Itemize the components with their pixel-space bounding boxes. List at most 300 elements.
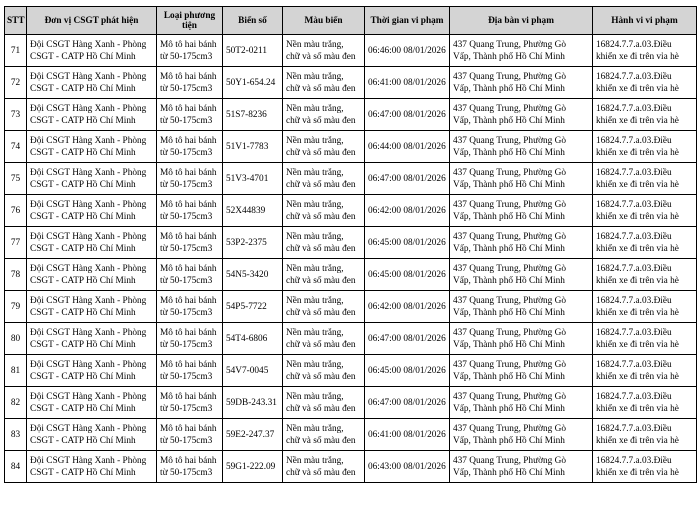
cell-plate-color-text: chữ và số màu đen: [286, 403, 356, 414]
cell-vehicle-type-text: Mô tô hai bánh: [160, 263, 217, 274]
cell-vehicle-type-text: Mô tô hai bánh: [160, 455, 217, 466]
cell-location-text: 437 Quang Trung, Phường Gò: [453, 135, 567, 146]
cell-stt-text: 74: [10, 141, 21, 152]
cell-location-text: 437 Quang Trung, Phường Gò: [453, 39, 567, 50]
cell-vehicle-type-text: từ 50-175cm3: [160, 211, 213, 222]
cell-plate-color-text: chữ và số màu đen: [286, 179, 356, 190]
cell-violation-text: khiển xe đi trên vỉa hè: [596, 275, 679, 286]
header-violation: Hành vi vi phạm: [593, 7, 697, 35]
cell-vehicle-type-text: từ 50-175cm3: [160, 467, 213, 478]
cell-plate: [223, 419, 283, 451]
cell-time: [365, 35, 450, 67]
cell-plate-text: 59G1-222.09: [226, 461, 276, 472]
cell-plate-color-text: Nền màu trắng,: [286, 167, 344, 178]
cell-location-text: Vấp, Thành phố Hồ Chí Minh: [453, 339, 565, 350]
cell-location: [450, 451, 593, 483]
cell-location-text: 437 Quang Trung, Phường Gò: [453, 199, 567, 210]
cell-unit: [27, 131, 157, 163]
cell-stt-text: 78: [10, 269, 21, 280]
cell-violation-text: khiển xe đi trên vỉa hè: [596, 403, 679, 414]
cell-location-text: Vấp, Thành phố Hồ Chí Minh: [453, 115, 565, 126]
cell-violation: [593, 291, 697, 323]
cell-unit-text: CSGT - CATP Hồ Chí Minh: [30, 403, 136, 414]
table-row: [5, 291, 697, 323]
cell-unit: [27, 99, 157, 131]
cell-location-text: 437 Quang Trung, Phường Gò: [453, 359, 567, 370]
cell-vehicle-type-text: từ 50-175cm3: [160, 147, 213, 158]
cell-unit: [27, 451, 157, 483]
cell-time: [365, 355, 450, 387]
cell-plate-text: 54N5-3420: [226, 269, 269, 280]
cell-plate-color-text: chữ và số màu đen: [286, 211, 356, 222]
cell-plate-text: 50T2-0211: [226, 45, 267, 56]
cell-unit: [27, 35, 157, 67]
cell-unit-text: Đội CSGT Hàng Xanh - Phòng: [30, 199, 147, 210]
cell-vehicle-type-text: Mô tô hai bánh: [160, 391, 217, 402]
cell-plate-color: [283, 99, 365, 131]
cell-plate-color-text: Nền màu trắng,: [286, 391, 344, 402]
cell-location-text: Vấp, Thành phố Hồ Chí Minh: [453, 179, 565, 190]
cell-stt-text: 72: [10, 77, 21, 88]
cell-violation-text: 16824.7.7.a.03.Điều: [596, 135, 672, 146]
table-row: [5, 67, 697, 99]
cell-plate-text: 53P2-2375: [226, 237, 267, 248]
cell-time: [365, 323, 450, 355]
cell-location: [450, 355, 593, 387]
cell-unit-text: CSGT - CATP Hồ Chí Minh: [30, 83, 136, 94]
cell-vehicle-type: [157, 67, 223, 99]
cell-location-text: 437 Quang Trung, Phường Gò: [453, 455, 567, 466]
cell-plate-color-text: Nền màu trắng,: [286, 199, 344, 210]
cell-stt: [5, 67, 27, 99]
cell-violation-text: 16824.7.7.a.03.Điều: [596, 359, 672, 370]
cell-unit: [27, 195, 157, 227]
cell-vehicle-type-text: Mô tô hai bánh: [160, 103, 217, 114]
header-vehicle: Loại phương tiện: [157, 7, 223, 35]
cell-violation-text: 16824.7.7.a.03.Điều: [596, 391, 672, 402]
cell-violation: [593, 99, 697, 131]
cell-location-text: Vấp, Thành phố Hồ Chí Minh: [453, 147, 565, 158]
cell-violation: [593, 195, 697, 227]
cell-plate-color-text: chữ và số màu đen: [286, 307, 356, 318]
cell-time: [365, 387, 450, 419]
cell-violation: [593, 35, 697, 67]
table-row: [5, 227, 697, 259]
cell-plate: [223, 259, 283, 291]
header-plate-color: Màu biển: [283, 7, 365, 35]
cell-vehicle-type: [157, 163, 223, 195]
header-plate: Biển số: [223, 7, 283, 35]
table-row: [5, 323, 697, 355]
cell-time: [365, 99, 450, 131]
cell-location-text: 437 Quang Trung, Phường Gò: [453, 167, 567, 178]
cell-location-text: 437 Quang Trung, Phường Gò: [453, 103, 567, 114]
cell-plate-color: [283, 451, 365, 483]
cell-stt: [5, 451, 27, 483]
cell-vehicle-type: [157, 35, 223, 67]
cell-time-text: 06:45:00 08/01/2026: [368, 269, 446, 280]
cell-plate: [223, 387, 283, 419]
cell-location: [450, 67, 593, 99]
cell-stt: [5, 195, 27, 227]
violations-table: [4, 6, 697, 483]
cell-location: [450, 259, 593, 291]
cell-time-text: 06:42:00 08/01/2026: [368, 205, 446, 216]
cell-violation-text: khiển xe đi trên vỉa hè: [596, 83, 679, 94]
cell-unit: [27, 419, 157, 451]
cell-plate-color-text: chữ và số màu đen: [286, 243, 356, 254]
cell-violation-text: khiển xe đi trên vỉa hè: [596, 339, 679, 350]
cell-plate: [223, 67, 283, 99]
cell-unit-text: CSGT - CATP Hồ Chí Minh: [30, 339, 136, 350]
cell-stt-text: 79: [10, 301, 21, 312]
cell-location-text: Vấp, Thành phố Hồ Chí Minh: [453, 51, 565, 62]
cell-time-text: 06:41:00 08/01/2026: [368, 429, 446, 440]
cell-unit-text: Đội CSGT Hàng Xanh - Phòng: [30, 295, 147, 306]
cell-time-text: 06:43:00 08/01/2026: [368, 461, 446, 472]
cell-stt-text: 76: [10, 205, 21, 216]
cell-violation: [593, 131, 697, 163]
cell-vehicle-type-text: Mô tô hai bánh: [160, 71, 217, 82]
cell-violation: [593, 323, 697, 355]
header-unit: Đơn vị CSGT phát hiện: [27, 7, 157, 35]
cell-stt: [5, 419, 27, 451]
cell-violation-text: khiển xe đi trên vỉa hè: [596, 147, 679, 158]
cell-vehicle-type-text: Mô tô hai bánh: [160, 167, 217, 178]
cell-location-text: Vấp, Thành phố Hồ Chí Minh: [453, 275, 565, 286]
cell-violation: [593, 163, 697, 195]
cell-unit-text: CSGT - CATP Hồ Chí Minh: [30, 371, 136, 382]
cell-plate-color-text: Nền màu trắng,: [286, 135, 344, 146]
cell-time: [365, 67, 450, 99]
table-row: [5, 387, 697, 419]
cell-plate-text: 54T4-6806: [226, 333, 268, 344]
cell-unit-text: CSGT - CATP Hồ Chí Minh: [30, 467, 136, 478]
cell-vehicle-type: [157, 323, 223, 355]
cell-violation-text: 16824.7.7.a.03.Điều: [596, 423, 672, 434]
cell-unit-text: CSGT - CATP Hồ Chí Minh: [30, 435, 136, 446]
cell-location-text: 437 Quang Trung, Phường Gò: [453, 71, 567, 82]
cell-vehicle-type-text: Mô tô hai bánh: [160, 199, 217, 210]
cell-plate: [223, 291, 283, 323]
cell-plate-color: [283, 163, 365, 195]
cell-violation-text: 16824.7.7.a.03.Điều: [596, 71, 672, 82]
cell-violation-text: khiển xe đi trên vỉa hè: [596, 179, 679, 190]
cell-violation-text: 16824.7.7.a.03.Điều: [596, 263, 672, 274]
cell-unit-text: Đội CSGT Hàng Xanh - Phòng: [30, 455, 147, 466]
cell-location-text: 437 Quang Trung, Phường Gò: [453, 391, 567, 402]
cell-location-text: 437 Quang Trung, Phường Gò: [453, 295, 567, 306]
cell-violation-text: khiển xe đi trên vỉa hè: [596, 435, 679, 446]
cell-plate-text: 52X44839: [226, 205, 266, 216]
cell-time-text: 06:47:00 08/01/2026: [368, 109, 446, 120]
cell-stt: [5, 131, 27, 163]
cell-location-text: Vấp, Thành phố Hồ Chí Minh: [453, 403, 565, 414]
cell-plate-color: [283, 131, 365, 163]
cell-plate-color-text: chữ và số màu đen: [286, 275, 356, 286]
cell-stt-text: 81: [10, 365, 21, 376]
cell-time-text: 06:45:00 08/01/2026: [368, 237, 446, 248]
cell-vehicle-type-text: Mô tô hai bánh: [160, 423, 217, 434]
header-time: Thời gian vi phạm: [365, 7, 450, 35]
cell-stt: [5, 99, 27, 131]
cell-stt-text: 82: [10, 397, 21, 408]
cell-plate-text: 59E2-247.37: [226, 429, 275, 440]
cell-location: [450, 291, 593, 323]
cell-stt: [5, 355, 27, 387]
cell-location-text: 437 Quang Trung, Phường Gò: [453, 327, 567, 338]
cell-plate: [223, 227, 283, 259]
cell-vehicle-type-text: từ 50-175cm3: [160, 403, 213, 414]
cell-time-text: 06:45:00 08/01/2026: [368, 365, 446, 376]
cell-plate-color-text: Nền màu trắng,: [286, 103, 344, 114]
cell-time: [365, 291, 450, 323]
header-stt: STT: [5, 7, 27, 35]
cell-plate-color: [283, 259, 365, 291]
table-body: [5, 35, 697, 483]
cell-violation-text: khiển xe đi trên vỉa hè: [596, 371, 679, 382]
cell-unit-text: CSGT - CATP Hồ Chí Minh: [30, 115, 136, 126]
cell-plate-color-text: chữ và số màu đen: [286, 339, 356, 350]
cell-vehicle-type-text: từ 50-175cm3: [160, 435, 213, 446]
cell-vehicle-type: [157, 99, 223, 131]
cell-unit-text: Đội CSGT Hàng Xanh - Phòng: [30, 359, 147, 370]
cell-vehicle-type-text: Mô tô hai bánh: [160, 359, 217, 370]
cell-unit: [27, 227, 157, 259]
cell-unit-text: Đội CSGT Hàng Xanh - Phòng: [30, 327, 147, 338]
cell-vehicle-type-text: Mô tô hai bánh: [160, 327, 217, 338]
cell-unit-text: CSGT - CATP Hồ Chí Minh: [30, 243, 136, 254]
cell-violation: [593, 355, 697, 387]
cell-vehicle-type-text: từ 50-175cm3: [160, 83, 213, 94]
cell-stt: [5, 291, 27, 323]
cell-location-text: Vấp, Thành phố Hồ Chí Minh: [453, 307, 565, 318]
cell-plate-color-text: Nền màu trắng,: [286, 327, 344, 338]
cell-violation-text: khiển xe đi trên vỉa hè: [596, 115, 679, 126]
cell-vehicle-type: [157, 195, 223, 227]
cell-plate-color: [283, 227, 365, 259]
cell-vehicle-type-text: từ 50-175cm3: [160, 275, 213, 286]
cell-vehicle-type-text: từ 50-175cm3: [160, 115, 213, 126]
cell-location-text: 437 Quang Trung, Phường Gò: [453, 231, 567, 242]
cell-unit-text: CSGT - CATP Hồ Chí Minh: [30, 51, 136, 62]
cell-location-text: 437 Quang Trung, Phường Gò: [453, 423, 567, 434]
cell-location: [450, 323, 593, 355]
cell-violation: [593, 227, 697, 259]
cell-plate: [223, 35, 283, 67]
table-row: [5, 355, 697, 387]
cell-unit-text: Đội CSGT Hàng Xanh - Phòng: [30, 423, 147, 434]
cell-unit-text: CSGT - CATP Hồ Chí Minh: [30, 211, 136, 222]
cell-stt-text: 73: [10, 109, 21, 120]
cell-location: [450, 419, 593, 451]
cell-stt-text: 75: [10, 173, 21, 184]
cell-stt-text: 77: [10, 237, 21, 248]
table-row: [5, 35, 697, 67]
cell-plate-color: [283, 387, 365, 419]
cell-location: [450, 195, 593, 227]
cell-stt: [5, 323, 27, 355]
cell-unit: [27, 323, 157, 355]
cell-plate-color: [283, 67, 365, 99]
cell-plate-color: [283, 291, 365, 323]
cell-plate-text: 59DB-243.31: [226, 397, 277, 408]
cell-plate: [223, 195, 283, 227]
cell-location-text: 437 Quang Trung, Phường Gò: [453, 263, 567, 274]
cell-unit: [27, 259, 157, 291]
cell-time-text: 06:47:00 08/01/2026: [368, 397, 446, 408]
cell-plate: [223, 355, 283, 387]
cell-plate-color-text: Nền màu trắng,: [286, 423, 344, 434]
cell-vehicle-type-text: từ 50-175cm3: [160, 243, 213, 254]
cell-stt: [5, 227, 27, 259]
cell-location-text: Vấp, Thành phố Hồ Chí Minh: [453, 467, 565, 478]
cell-time: [365, 227, 450, 259]
cell-plate-color: [283, 35, 365, 67]
cell-stt-text: 84: [10, 461, 21, 472]
cell-plate-color-text: chữ và số màu đen: [286, 51, 356, 62]
cell-plate-color-text: chữ và số màu đen: [286, 435, 356, 446]
cell-unit: [27, 163, 157, 195]
cell-vehicle-type-text: Mô tô hai bánh: [160, 135, 217, 146]
cell-stt: [5, 163, 27, 195]
cell-plate-color-text: chữ và số màu đen: [286, 147, 356, 158]
cell-plate-color: [283, 355, 365, 387]
cell-plate-color-text: Nền màu trắng,: [286, 359, 344, 370]
cell-unit-text: Đội CSGT Hàng Xanh - Phòng: [30, 39, 147, 50]
cell-unit-text: Đội CSGT Hàng Xanh - Phòng: [30, 231, 147, 242]
cell-vehicle-type-text: Mô tô hai bánh: [160, 39, 217, 50]
cell-location: [450, 163, 593, 195]
cell-location: [450, 35, 593, 67]
cell-unit-text: CSGT - CATP Hồ Chí Minh: [30, 147, 136, 158]
cell-violation-text: 16824.7.7.a.03.Điều: [596, 231, 672, 242]
cell-violation-text: khiển xe đi trên vỉa hè: [596, 211, 679, 222]
cell-plate-text: 51S7-8236: [226, 109, 267, 120]
table-row: [5, 99, 697, 131]
cell-violation: [593, 67, 697, 99]
cell-violation-text: khiển xe đi trên vỉa hè: [596, 467, 679, 478]
cell-location: [450, 99, 593, 131]
header-location: Địa bàn vi phạm: [450, 7, 593, 35]
cell-plate-text: 51V1-7783: [226, 141, 269, 152]
cell-unit-text: CSGT - CATP Hồ Chí Minh: [30, 307, 136, 318]
table-row: [5, 259, 697, 291]
cell-violation: [593, 419, 697, 451]
cell-vehicle-type-text: từ 50-175cm3: [160, 179, 213, 190]
cell-plate-color: [283, 323, 365, 355]
cell-stt: [5, 259, 27, 291]
cell-violation-text: 16824.7.7.a.03.Điều: [596, 39, 672, 50]
cell-plate-color-text: chữ và số màu đen: [286, 467, 356, 478]
cell-time-text: 06:41:00 08/01/2026: [368, 77, 446, 88]
cell-unit: [27, 291, 157, 323]
cell-location-text: Vấp, Thành phố Hồ Chí Minh: [453, 371, 565, 382]
cell-plate-color-text: Nền màu trắng,: [286, 263, 344, 274]
cell-violation-text: 16824.7.7.a.03.Điều: [596, 295, 672, 306]
cell-vehicle-type-text: Mô tô hai bánh: [160, 231, 217, 242]
cell-vehicle-type: [157, 387, 223, 419]
cell-violation-text: 16824.7.7.a.03.Điều: [596, 455, 672, 466]
cell-vehicle-type: [157, 451, 223, 483]
cell-location: [450, 227, 593, 259]
cell-location-text: Vấp, Thành phố Hồ Chí Minh: [453, 435, 565, 446]
cell-time: [365, 419, 450, 451]
cell-plate-color-text: chữ và số màu đen: [286, 83, 356, 94]
cell-violation-text: 16824.7.7.a.03.Điều: [596, 199, 672, 210]
cell-time-text: 06:44:00 08/01/2026: [368, 141, 446, 152]
cell-unit-text: CSGT - CATP Hồ Chí Minh: [30, 275, 136, 286]
cell-vehicle-type: [157, 131, 223, 163]
cell-time: [365, 163, 450, 195]
cell-plate-color-text: Nền màu trắng,: [286, 39, 344, 50]
cell-violation-text: 16824.7.7.a.03.Điều: [596, 167, 672, 178]
cell-plate: [223, 131, 283, 163]
cell-violation-text: 16824.7.7.a.03.Điều: [596, 327, 672, 338]
cell-unit: [27, 387, 157, 419]
table-row: [5, 163, 697, 195]
cell-vehicle-type-text: từ 50-175cm3: [160, 51, 213, 62]
cell-violation-text: khiển xe đi trên vỉa hè: [596, 243, 679, 254]
cell-vehicle-type: [157, 259, 223, 291]
cell-location: [450, 387, 593, 419]
cell-violation-text: khiển xe đi trên vỉa hè: [596, 307, 679, 318]
cell-unit: [27, 355, 157, 387]
cell-vehicle-type: [157, 419, 223, 451]
cell-plate: [223, 163, 283, 195]
cell-plate-color-text: Nền màu trắng,: [286, 231, 344, 242]
table-header: [5, 7, 697, 35]
cell-location-text: Vấp, Thành phố Hồ Chí Minh: [453, 211, 565, 222]
cell-stt: [5, 387, 27, 419]
cell-vehicle-type-text: từ 50-175cm3: [160, 307, 213, 318]
cell-violation-text: khiển xe đi trên vỉa hè: [596, 51, 679, 62]
cell-unit-text: Đội CSGT Hàng Xanh - Phòng: [30, 103, 147, 114]
cell-plate-color-text: Nền màu trắng,: [286, 295, 344, 306]
table-row: [5, 195, 697, 227]
cell-unit: [27, 67, 157, 99]
cell-plate-text: 51V3-4701: [226, 173, 269, 184]
table-row: [5, 419, 697, 451]
cell-vehicle-type-text: Mô tô hai bánh: [160, 295, 217, 306]
table-row: [5, 451, 697, 483]
cell-plate: [223, 99, 283, 131]
cell-location-text: Vấp, Thành phố Hồ Chí Minh: [453, 243, 565, 254]
cell-plate-color-text: Nền màu trắng,: [286, 455, 344, 466]
cell-stt-text: 71: [10, 45, 21, 56]
cell-vehicle-type-text: từ 50-175cm3: [160, 371, 213, 382]
cell-time: [365, 259, 450, 291]
cell-plate: [223, 323, 283, 355]
cell-plate-color: [283, 195, 365, 227]
cell-location-text: Vấp, Thành phố Hồ Chí Minh: [453, 83, 565, 94]
cell-plate-color-text: chữ và số màu đen: [286, 371, 356, 382]
cell-unit-text: Đội CSGT Hàng Xanh - Phòng: [30, 135, 147, 146]
cell-violation: [593, 387, 697, 419]
cell-vehicle-type-text: từ 50-175cm3: [160, 339, 213, 350]
cell-unit-text: Đội CSGT Hàng Xanh - Phòng: [30, 263, 147, 274]
table-row: [5, 131, 697, 163]
cell-plate-text: 54V7-0045: [226, 365, 269, 376]
cell-unit-text: Đội CSGT Hàng Xanh - Phòng: [30, 71, 147, 82]
cell-location: [450, 131, 593, 163]
cell-time-text: 06:42:00 08/01/2026: [368, 301, 446, 312]
cell-stt-text: 83: [10, 429, 21, 440]
cell-violation-text: 16824.7.7.a.03.Điều: [596, 103, 672, 114]
cell-violation: [593, 451, 697, 483]
cell-plate-text: 50Y1-654.24: [226, 77, 276, 88]
cell-stt: [5, 35, 27, 67]
